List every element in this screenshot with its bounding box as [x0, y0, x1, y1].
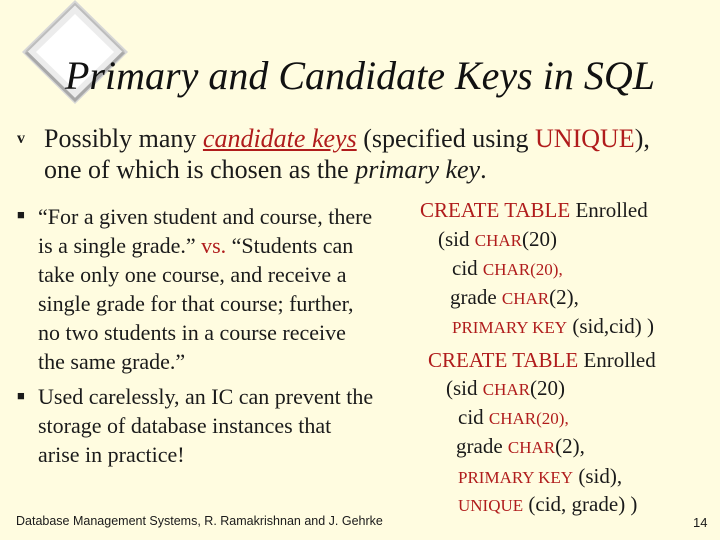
sub2-line3: arise in practice!	[38, 442, 185, 467]
code2-primary-key-line: PRIMARY KEY (sid),	[458, 464, 623, 488]
page-number: 14	[693, 515, 708, 530]
sub1-line5: no two students in a course receive	[38, 320, 346, 345]
code1-grade-line: grade CHAR(2),	[450, 285, 579, 309]
code2-unique-line: UNIQUE (cid, grade) )	[458, 492, 638, 516]
sub1-line6: the same grade.”	[38, 349, 186, 374]
sub2-line2: storage of database instances that	[38, 413, 332, 438]
candidate-keys-term: candidate keys	[202, 124, 357, 153]
unique-keyword: UNIQUE	[535, 124, 635, 153]
code1-create-line: CREATE TABLE Enrolled	[420, 198, 648, 222]
square-bullet-icon: ■	[17, 388, 25, 403]
slide-footer: Database Management Systems, R. Ramakrishnan and J. Gehrke	[16, 514, 383, 528]
vs-label: vs.	[201, 233, 227, 258]
code1-sid-line: (sid CHAR(20)	[438, 227, 557, 251]
primary-key-term: primary key	[355, 155, 481, 184]
sub2-line1: Used carelessly, an IC can prevent the	[38, 384, 374, 409]
code1-cid-line: cid CHAR(20),	[452, 256, 563, 280]
code2-create-line: CREATE TABLE Enrolled	[428, 348, 656, 372]
code2-grade-line: grade CHAR(2),	[456, 434, 585, 458]
square-bullet-icon: ■	[17, 207, 25, 222]
code1-primary-key-line: PRIMARY KEY (sid,cid) )	[452, 314, 654, 338]
sub1-line1: “For a given student and course, there	[38, 204, 373, 229]
code2-sid-line: (sid CHAR(20)	[446, 376, 565, 400]
sub1-line3: take only one course, and receive a	[38, 262, 347, 287]
sub1-line2: is a single grade.” vs. “Students can	[38, 233, 354, 258]
v-bullet-icon: v	[17, 130, 25, 147]
sub1-line4: single grade for that course; further,	[38, 291, 354, 316]
code2-cid-line: cid CHAR(20),	[458, 405, 569, 429]
slide-title: Primary and Candidate Keys in SQL	[65, 53, 655, 98]
bullet-candidate-keys-line2: one of which is chosen as the primary key.	[44, 155, 487, 184]
bullet-candidate-keys-line1: Possibly many candidate keys (specified using UNIQUE),	[44, 124, 650, 153]
